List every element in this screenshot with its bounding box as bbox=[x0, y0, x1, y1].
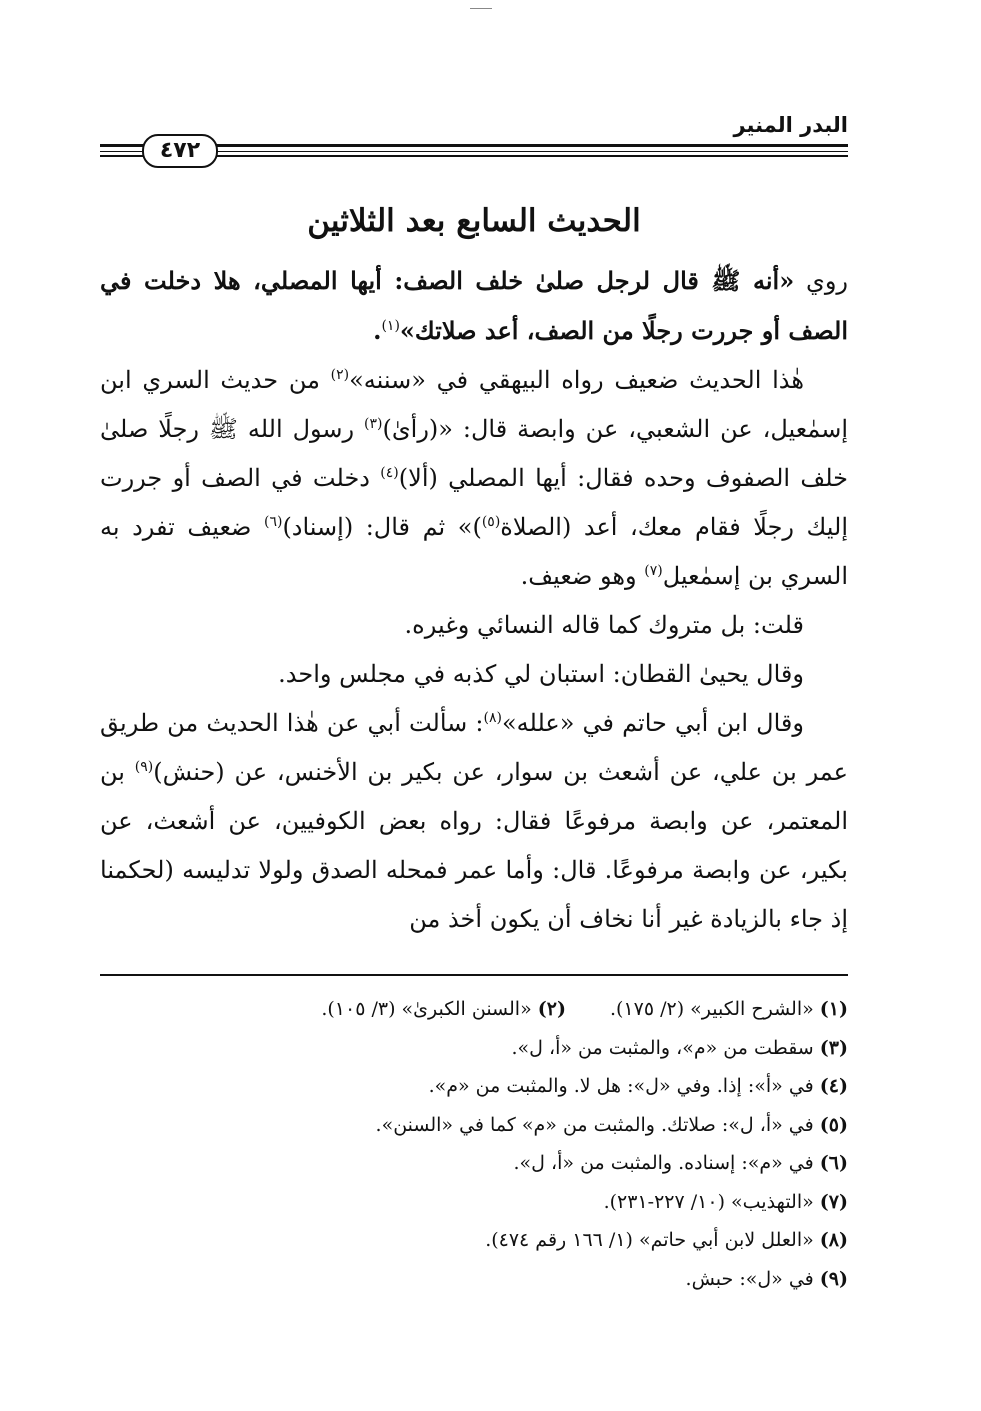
footnote-number: (٧) bbox=[819, 1190, 848, 1213]
text-segment: من حديث السري ابن إسمٰعيل، عن الشعبي، عن وابصة قال: «(رأىٰ) bbox=[100, 366, 849, 443]
text-segment: رسول الله ﷺ رجلًا صلىٰ خلف الصفوف وحده فقال: أيها المصلي (ألا) bbox=[100, 415, 849, 492]
footnote-text: في «م»: إسناده. والمثبت من «أ، ل». bbox=[513, 1152, 820, 1174]
footnote-number: (٩) bbox=[819, 1267, 848, 1290]
paragraph-takhrij bbox=[100, 356, 848, 601]
main-text bbox=[100, 196, 848, 944]
footnote-number: (٢) bbox=[537, 998, 566, 1020]
paragraph-qattan: وقال يحيىٰ القطان: استبان لي كذبه في مجلس واحد. bbox=[278, 660, 804, 688]
footnote-text: «الشرح الكبير» (٢/ ١٧٥). bbox=[609, 998, 820, 1020]
footnote-number: (٥) bbox=[819, 1113, 848, 1136]
text-segment: : سألت أبي عن هٰذا الحديث من طريق عمر بن علي، عن أشعث بن سوار، عن بكير بن الأخنس، عن (حنش) bbox=[100, 709, 849, 786]
footnote-marker-3: (٣) bbox=[364, 416, 383, 432]
footnote-row bbox=[100, 1260, 848, 1299]
footnote-row bbox=[100, 1067, 848, 1106]
paragraph-ilal bbox=[100, 699, 848, 944]
footnote-row bbox=[100, 1183, 848, 1222]
footnote-marker-1: (١) bbox=[381, 318, 400, 334]
text-segment: وقال ابن أبي حاتم في «علله» bbox=[501, 709, 804, 737]
footnote-number: (٤) bbox=[819, 1075, 848, 1097]
running-header bbox=[100, 110, 848, 170]
footnote-row bbox=[100, 1221, 848, 1260]
footnote-text: «التهذيب» (١٠/ ٢٢٧-٢٣١). bbox=[603, 1190, 820, 1213]
footnote-row bbox=[100, 1106, 848, 1145]
footnote-row bbox=[100, 1029, 848, 1068]
text-segment: )» ثم قال: (إسناد) bbox=[282, 513, 482, 541]
text-segment: هٰذا الحديث ضعيف رواه البيهقي في «سننه» bbox=[349, 366, 805, 394]
footnote-text: «السنن الكبرىٰ» (٣/ ١٠٥). bbox=[321, 998, 538, 1020]
text-segment: وهو ضعيف. bbox=[520, 562, 645, 590]
footnote-marker-6: (٦) bbox=[263, 514, 283, 530]
footnote-number: (٨) bbox=[819, 1229, 848, 1251]
footnote-row bbox=[100, 1144, 848, 1183]
hadith-quote: «أنه ﷺ قال لرجل صلىٰ خلف الصف: أيها المصلي، هلا دخلت في الصف أو جررت رجلًا من الصف، أعد صلاتك» bbox=[100, 266, 848, 345]
paragraph-hadith-text bbox=[100, 256, 848, 356]
text-segment: ضعيف تفرد به السري بن إسمٰعيل bbox=[100, 513, 848, 590]
footnote-text: «العلل لابن أبي حاتم» (١/ ١٦٦ رقم ٤٧٤). bbox=[485, 1229, 820, 1251]
footnote-number: (٣) bbox=[819, 1036, 848, 1059]
footnote-text: في «ل»: حبش. bbox=[685, 1267, 820, 1290]
footnotes bbox=[100, 990, 848, 1298]
footnote-number: (١) bbox=[819, 998, 848, 1020]
section-title: الحديث السابع بعد الثلاثين bbox=[307, 203, 641, 239]
page-number: ٤٧٢ bbox=[142, 134, 218, 168]
footnote-marker-5: (٥) bbox=[481, 514, 501, 530]
footnote-text: في «أ، ل»: صلاتك. والمثبت من «م» كما في «السنن». bbox=[375, 1113, 820, 1136]
paragraph-lead: روي bbox=[794, 267, 849, 295]
footnote-text: في «أ»: إذا. وفي «ل»: هل لا. والمثبت من «م». bbox=[428, 1075, 820, 1097]
footnote-marker-2: (٢) bbox=[330, 367, 350, 383]
footnote-row bbox=[100, 990, 848, 1029]
footnote-text: سقطت من «م»، والمثبت من «أ، ل». bbox=[511, 1036, 820, 1059]
text-segment: دخلت في الصف أو جررت إليك رجلًا فقام معك، أعد (الصلاة bbox=[100, 464, 849, 541]
running-title: البدر المنير bbox=[727, 113, 848, 137]
footnote-marker-7: (٧) bbox=[644, 563, 663, 579]
scan-mark bbox=[470, 8, 492, 9]
footnote-number: (٦) bbox=[819, 1152, 848, 1174]
paragraph-qultu: قلت: بل متروك كما قاله النسائي وغيره. bbox=[404, 611, 804, 639]
footnote-marker-4: (٤) bbox=[380, 465, 399, 481]
paragraph-tail: . bbox=[373, 316, 382, 345]
footnote-marker-9: (٩) bbox=[134, 759, 154, 775]
footnote-marker-8: (٨) bbox=[483, 710, 502, 726]
footnote-separator bbox=[100, 974, 848, 976]
text-segment: بن المعتمر، عن وابصة مرفوعًا فقال: رواه بعض الكوفيين، عن أشعث، عن بكير، عن وابصة مرفوعًا. قال: وأما عمر فمحله الصدق ولولا تدليسه (لحكمنا إذ جاء بالزيادة غير أنا نخاف أن يكون أخذ من bbox=[100, 758, 848, 933]
